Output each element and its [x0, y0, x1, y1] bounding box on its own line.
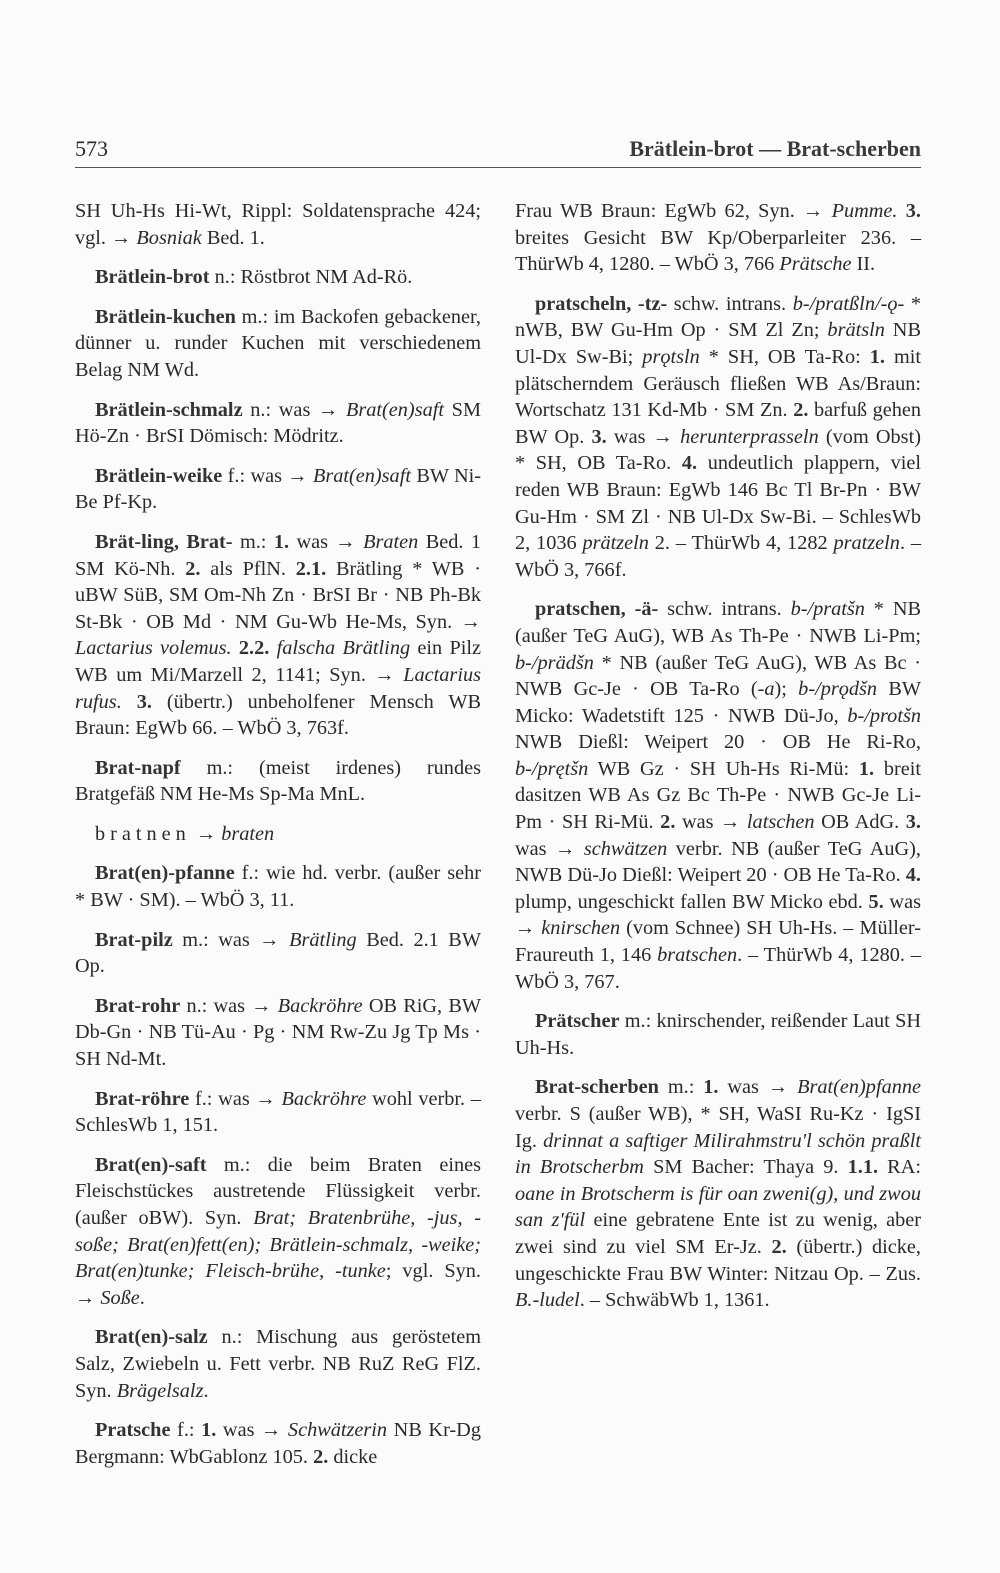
entry-text: . – WbÖ 3, 766f.	[515, 532, 922, 581]
headword: Brat(en)-pfanne	[95, 862, 235, 885]
italic-term: b-/prädšn	[515, 651, 594, 674]
dictionary-entry	[75, 529, 481, 742]
left-column	[75, 198, 481, 1483]
dictionary-entry	[75, 1324, 481, 1404]
italic-term: bratschen	[657, 944, 738, 967]
italic-term: oane in Brotscherm is für oan zweni(g), und zwou san z'fül	[515, 1182, 921, 1232]
entry-text: ; vgl. Syn. →	[75, 1260, 481, 1309]
entry-text: n.: was →	[180, 994, 278, 1017]
entry-text: barfuß gehen BW Op.	[515, 399, 922, 448]
dictionary-entry	[75, 198, 481, 251]
entry-text: SM Hö-Zn · BrSI Dömisch: Mödritz.	[75, 398, 481, 448]
entry-text: verbr. S (außer WB), * SH, WaSI Ru-Kz · IgSI Ig.	[515, 1103, 921, 1152]
entry-text: (vom Obst) * SH, OB Ta-Ro.	[515, 425, 921, 475]
entry-text: .	[203, 1379, 209, 1402]
entry-text: m.: im Backofen gebackener, dünner u. runder Kuchen mit verschiedenem Belag NM Wd.	[75, 305, 481, 381]
italic-term: Brägelsalz	[116, 1379, 204, 1402]
entry-text: was →	[718, 1076, 798, 1099]
dictionary-entry	[75, 927, 481, 980]
entry-text: OB RiG, BW Db-Gn · NB Tü-Au · Pg · NM Rw-Zu Jg Tp Ms · SH Nd-Mt.	[75, 994, 482, 1071]
italic-term: B.-ludel	[515, 1289, 580, 1312]
dictionary-entry	[75, 264, 481, 291]
dictionary-entry	[75, 755, 481, 808]
headword: 4.	[905, 864, 921, 887]
headword: 2.1.	[295, 557, 327, 580]
entry-text: (vom Schnee) SH Uh-Hs. – Müller-Fraureuth 1, 146	[515, 917, 921, 967]
entry-text: f.: was →	[189, 1087, 282, 1110]
entry-text: dicke	[328, 1445, 378, 1468]
entry-text	[122, 691, 137, 713]
italic-term: b-/pratšn	[790, 598, 865, 621]
entry-text: n.: Röstbrot NM Ad-Rö.	[209, 266, 413, 289]
entry-text: Bed. 2.1 BW Op.	[75, 928, 481, 978]
entry-text: m.:	[658, 1076, 704, 1099]
entry-text: f.: wie hd. verbr. (außer sehr * BW · SM). – WbÖ 3, 11.	[75, 862, 481, 912]
entry-text: wohl verbr. – SchlesWb 1, 151.	[75, 1087, 482, 1137]
entry-text: ein Pilz WB um Mi/Marzell 2, 1141; Syn. →	[75, 637, 482, 686]
headword: 2.2.	[238, 637, 270, 660]
dictionary-entry	[515, 596, 921, 995]
entry-text: Bed. 1.	[201, 226, 265, 249]
dictionary-entry	[75, 1152, 481, 1312]
headword: Brätlein-brot	[95, 266, 210, 289]
headword: Brätlein-kuchen	[95, 305, 236, 328]
headword: 2.	[313, 1445, 329, 1468]
entry-text: verbr. NB (außer TeG AuG), NWB Dü-Jo Dießl: Weipert 20 · OB He Ta-Ro.	[515, 837, 922, 887]
entry-text: n.: was →	[242, 398, 346, 421]
entry-text: n.: Mischung aus geröstetem Salz, Zwiebeln u. Fett verbr. NB RuZ ReG FlZ. Syn.	[75, 1326, 481, 1402]
headword: Brat-röhre	[95, 1087, 190, 1110]
headword: Pratsche	[95, 1419, 171, 1442]
italic-term: b-/prǫdšn	[798, 678, 878, 701]
italic-term: latschen	[746, 811, 815, 834]
italic-term: Soße	[100, 1286, 140, 1309]
headword: 1.1.	[847, 1156, 879, 1179]
entry-text: f.:	[170, 1419, 202, 1442]
entry-text: RA:	[878, 1156, 921, 1179]
dictionary-entry	[75, 397, 481, 450]
headword: pratschen, -ä-	[535, 598, 659, 621]
italic-term: knirschen	[541, 917, 621, 940]
italic-term: Brat(en)saft	[312, 464, 411, 487]
italic-term: Pumme.	[831, 200, 898, 222]
entry-text: m.:	[232, 530, 274, 553]
dictionary-entry	[75, 993, 481, 1073]
entry-text: f.: was →	[222, 464, 313, 487]
italic-term: b-/protšn	[847, 704, 921, 727]
italic-term: pratzeln	[833, 532, 900, 555]
headword: 3.	[591, 425, 607, 448]
entry-text: als PflN.	[200, 557, 296, 580]
italic-term: Backröhre	[277, 994, 363, 1017]
italic-term: Brätling	[289, 928, 357, 951]
headword: Brätlein-schmalz	[95, 398, 243, 421]
entry-text: m.: was →	[172, 928, 290, 951]
italic-term: prǫtsln	[642, 345, 700, 368]
spaced-headword: bratnen	[95, 822, 191, 845]
entry-text: NB Ul-Dx Sw-Bi;	[515, 319, 921, 368]
italic-term: Bosniak	[136, 226, 202, 249]
italic-term: b-/pratßln/-ǫ-	[792, 292, 905, 315]
entry-text: breit dasitzen WB As Gz Bc Th-Pe · NWB Gc-Je Li-Pm · SH Ri-Mü.	[515, 757, 921, 834]
header-rule	[75, 167, 921, 168]
dictionary-entry	[75, 304, 481, 384]
entry-text	[269, 637, 276, 659]
headword: 2.	[771, 1235, 787, 1258]
headword: 2.	[185, 557, 201, 580]
headword: 2.	[660, 811, 676, 834]
entry-text: eine gebratene Ente ist zu wenig, aber zwei sind zu viel SM Er-Jz.	[515, 1209, 921, 1258]
entry-text: OB AdG.	[814, 811, 906, 834]
entry-text: Frau WB Braun: EgWb 62, Syn. →	[515, 200, 832, 222]
entry-text: (übertr.) unbeholfener Mensch WB Braun: EgWb 66. – WbÖ 3, 763f.	[75, 690, 481, 740]
headword: 5.	[868, 890, 884, 913]
italic-term: Braten	[363, 530, 419, 553]
headword: 3.	[136, 690, 152, 713]
headword: Brat-rohr	[95, 994, 181, 1017]
headword: 2.	[793, 399, 809, 422]
dictionary-entry	[75, 1417, 481, 1470]
headword: 1.	[858, 757, 875, 780]
italic-term: herunterprasseln	[680, 425, 819, 448]
entry-text: breites Gesicht BW Kp/Oberparleiter 236. – ThürWb 4, 1280. – WbÖ 3, 766	[515, 226, 921, 276]
italic-term: falscha Brätling	[276, 637, 411, 660]
entry-text: mit plätscherndem Geräusch fließen WB As/Braun: Wortschatz 131 Kd-Mb · SM Zn.	[515, 345, 921, 422]
headword: 1.	[273, 530, 290, 553]
headword: 1.	[703, 1076, 719, 1099]
headword: 1.	[201, 1419, 217, 1442]
headword: Brat-pilz	[95, 928, 173, 951]
entry-text: WB Gz · SH Uh-Hs Ri-Mü:	[588, 757, 859, 780]
entry-text: 2. – ThürWb 4, 1282	[648, 532, 834, 555]
entry-text	[898, 200, 906, 222]
entry-text: undeutlich plappern, viel reden WB Braun: EgWb 146 Bc Tl Br-Pn · BW Gu-Hm · SM Zl · NB Ul-Dx Sw-Bi. – SchlesWb 2, 1036	[515, 452, 921, 555]
headword: pratscheln, -tz-	[535, 292, 668, 315]
entry-text: →	[190, 822, 222, 845]
entry-text: Bed. 1 SM Kö-Nh.	[75, 530, 481, 580]
dictionary-entry	[515, 1008, 921, 1061]
dictionary-entry	[75, 463, 481, 516]
italic-term: prätzeln	[582, 532, 649, 555]
italic-term: Prätsche	[779, 253, 852, 276]
entry-text: was →	[216, 1419, 288, 1442]
italic-term: schwätzen	[583, 837, 668, 860]
page-number: 573	[75, 136, 108, 161]
entry-text: m.: die beim Braten eines Fleischstückes austretende Flüssigkeit verbr. (außer oBW). Syn.	[75, 1153, 481, 1229]
running-head: Brätlein-brot — Brat-scherben	[629, 136, 921, 161]
entry-text: * SH, OB Ta-Ro:	[699, 345, 870, 368]
dictionary-entry	[75, 1086, 481, 1139]
entry-text	[232, 637, 239, 659]
headword: Brat-napf	[95, 756, 181, 779]
entry-text: * nWB, BW Gu-Hm Op · SM Zl Zn;	[515, 292, 921, 342]
headword: Brät-ling, Brat-	[95, 530, 233, 553]
entry-text: Brätling * WB · uBW SüB, SM Om-Nh Zn · BrSI Br · NB Ph-Bk St-Bk · OB Md · NM Gu-Wb He-Ms, Syn. →	[75, 557, 481, 633]
entry-text: NB Kr-Dg Bergmann: WbGablonz 105.	[75, 1419, 481, 1468]
headword: 1.	[869, 345, 885, 368]
entry-text: plump, ungeschickt fallen BW Micko ebd.	[515, 890, 869, 913]
headword: Prätscher	[535, 1010, 620, 1033]
entry-text: schw. intrans.	[658, 598, 791, 621]
entry-text: schw. intrans.	[667, 292, 793, 315]
headword: 3.	[905, 811, 921, 834]
italic-term: Backröhre	[281, 1087, 367, 1110]
entry-text: BW Micko: Wadetstift 125 · NWB Dü-Jo,	[515, 678, 921, 727]
entry-text: m.: knirschender, reißender Laut SH Uh-Hs.	[515, 1010, 921, 1059]
entry-text: . – SchwäbWb 1, 1361.	[579, 1289, 770, 1312]
entry-text: .	[139, 1286, 145, 1309]
dictionary-entry	[515, 291, 921, 584]
entry-text: * NB (außer TeG AuG), WB As Bc · NWB Gc-Je · OB Ta-Ro (	[515, 651, 921, 701]
dictionary-entry	[515, 198, 921, 278]
right-column	[515, 198, 921, 1327]
italic-term: Brat(en)pfanne	[797, 1076, 921, 1099]
italic-term: Brat(en)saft	[345, 398, 444, 421]
entry-text: );	[774, 678, 799, 701]
dictionary-entry	[75, 821, 481, 848]
italic-term: Lactarius rufus.	[75, 663, 481, 713]
italic-term: Schwätzerin	[287, 1419, 388, 1442]
entry-text: SH Uh-Hs Hi-Wt, Rippl: Soldatensprache 424; vgl. →	[75, 200, 481, 249]
entry-text: was →	[289, 530, 364, 553]
headword: Brat(en)-saft	[95, 1153, 207, 1176]
italic-term: braten	[221, 822, 275, 845]
italic-term: -a	[757, 678, 775, 701]
entry-text: II.	[851, 253, 876, 276]
entry-text: (übertr.) dicke, ungeschickte Frau BW Winter: Nitzau Op. – Zus.	[515, 1235, 921, 1285]
entry-text: m.: (meist irdenes) rundes Bratgefäß NM He-Ms Sp-Ma MnL.	[75, 756, 481, 806]
entry-text: was →	[675, 811, 747, 834]
italic-term: b-/prętšn	[515, 757, 589, 780]
entry-text: . – ThürWb 4, 1280. – WbÖ 3, 767.	[515, 944, 921, 993]
entry-text: * NB (außer TeG AuG), WB As Th-Pe · NWB Li-Pm;	[515, 598, 921, 647]
dictionary-entry	[515, 1074, 921, 1313]
headword: Brat-scherben	[535, 1076, 659, 1099]
italic-term: Brat; Bratenbrühe, -jus, -soße; Brat(en)fett(en); Brätlein-schmalz, -weike; Brat(en)tunke; Fleisch-brühe, -tunke	[75, 1207, 481, 1283]
entry-text: was →	[515, 890, 921, 940]
italic-term: brätsln	[827, 319, 885, 342]
page-header	[75, 136, 921, 168]
entry-text: was →	[606, 425, 681, 448]
entry-text: NWB Dießl: Weipert 20 · OB He Ri-Ro,	[515, 731, 921, 754]
headword: Brätlein-weike	[95, 464, 223, 487]
headword: Brat(en)-salz	[95, 1326, 208, 1349]
entry-text: SM Bacher: Thaya 9.	[643, 1156, 848, 1179]
italic-term: Lactarius volemus.	[75, 637, 232, 660]
entry-text: BW Ni-Be Pf-Kp.	[75, 464, 481, 514]
headword: 4.	[681, 452, 698, 475]
italic-term: drinnat a saftiger Milirahmstru'l schön praßlt in Brotscherbm	[515, 1129, 921, 1179]
entry-text: was →	[515, 837, 584, 860]
headword: 3.	[905, 200, 921, 222]
dictionary-entry	[75, 860, 481, 913]
